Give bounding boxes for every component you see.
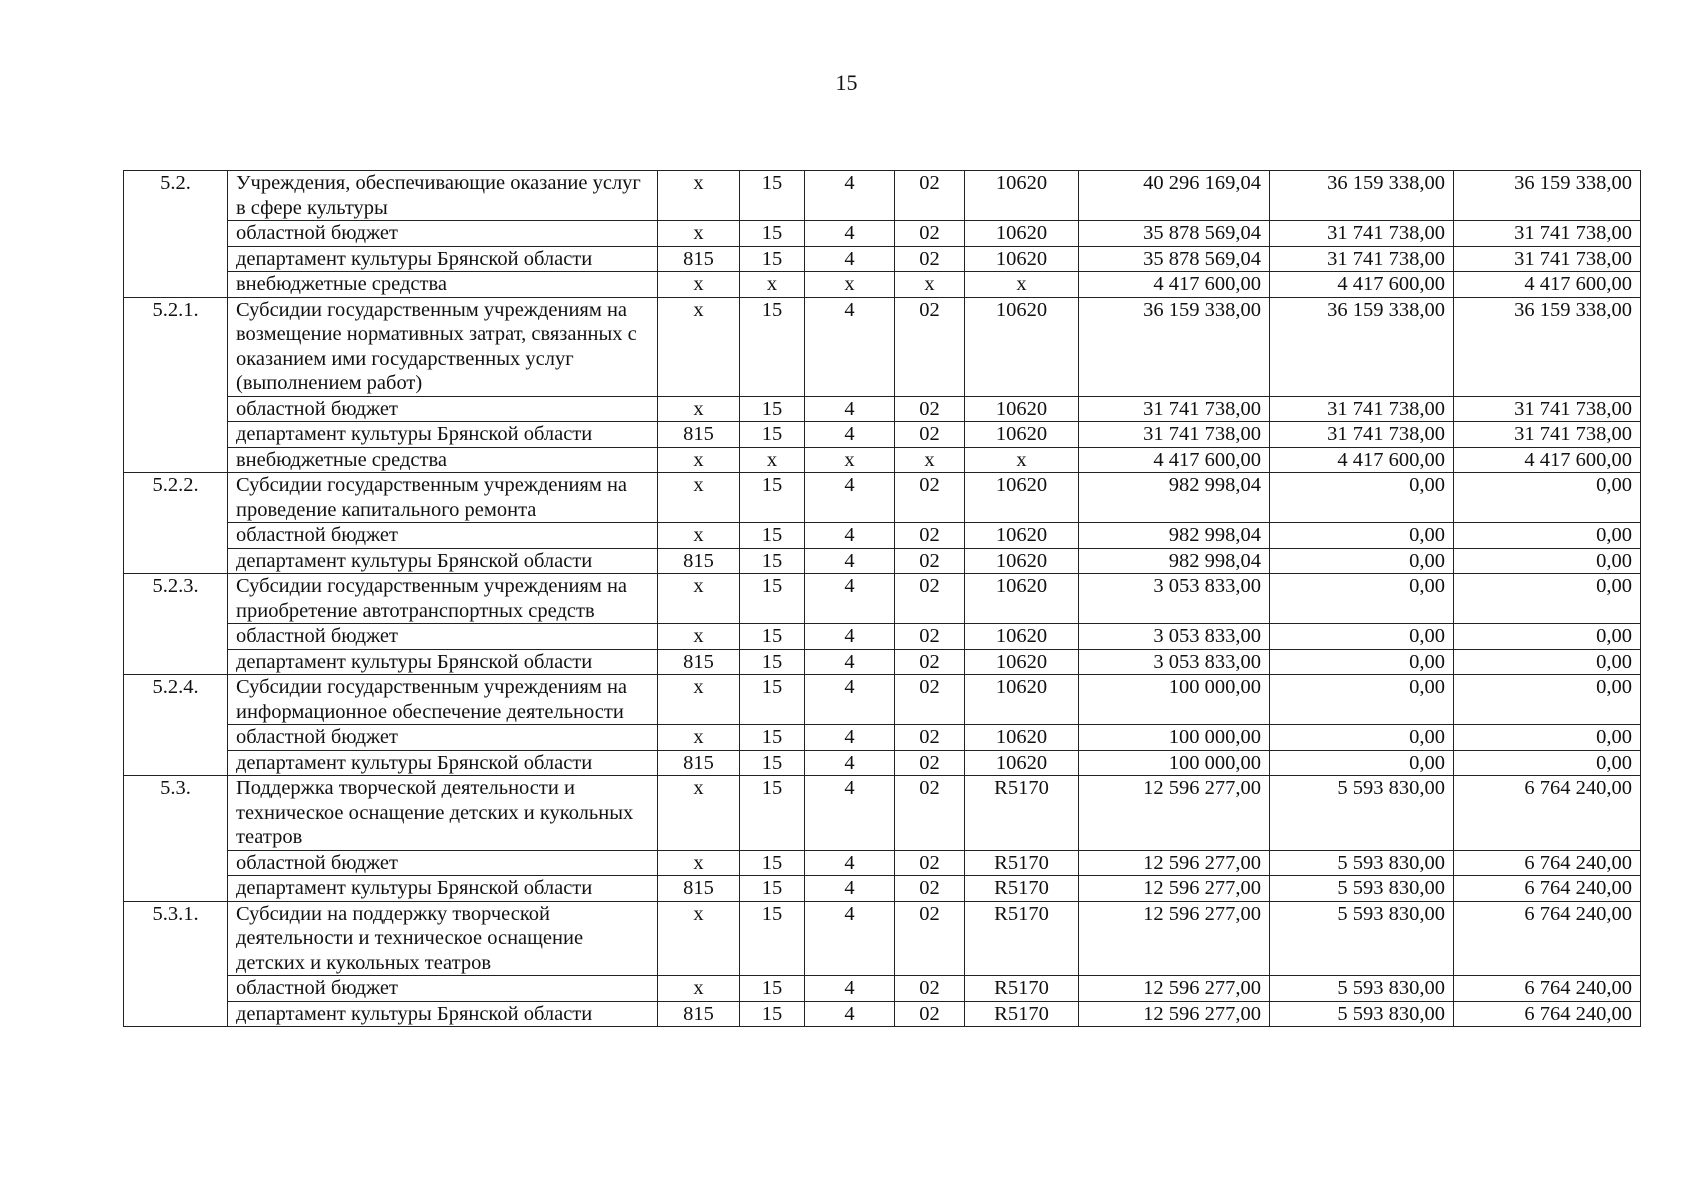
amount-year2-cell: 5 593 830,00 xyxy=(1270,901,1454,976)
main-activity-cell: 02 xyxy=(895,901,965,976)
program-cell: 15 xyxy=(740,850,805,876)
amount-year1-cell: 3 053 833,00 xyxy=(1079,624,1270,650)
grbs-cell: х xyxy=(658,473,740,523)
subprogram-cell: 4 xyxy=(805,750,895,776)
program-cell: 15 xyxy=(740,396,805,422)
subprogram-cell: 4 xyxy=(805,850,895,876)
row-name-cell: областной бюджет xyxy=(228,850,658,876)
amount-year3-cell: 31 741 738,00 xyxy=(1454,246,1641,272)
program-cell: 15 xyxy=(740,422,805,448)
table-row-group xyxy=(124,297,1641,473)
table-row xyxy=(124,901,1641,976)
grbs-cell: х xyxy=(658,447,740,473)
item-code-cell: 5.2.1. xyxy=(124,297,228,473)
amount-year3-cell: 31 741 738,00 xyxy=(1454,396,1641,422)
table-row xyxy=(124,624,1641,650)
expense-direction-cell: 10620 xyxy=(965,548,1079,574)
table-row-group xyxy=(124,574,1641,675)
main-activity-cell: 02 xyxy=(895,221,965,247)
main-activity-cell: 02 xyxy=(895,1001,965,1027)
grbs-cell: х xyxy=(658,396,740,422)
table-row-group xyxy=(124,776,1641,902)
program-cell: 15 xyxy=(740,750,805,776)
expense-direction-cell: 10620 xyxy=(965,750,1079,776)
expense-direction-cell: 10620 xyxy=(965,297,1079,396)
amount-year1-cell: 12 596 277,00 xyxy=(1079,976,1270,1002)
main-activity-cell: 02 xyxy=(895,523,965,549)
program-cell: 15 xyxy=(740,901,805,976)
expense-direction-cell: 10620 xyxy=(965,171,1079,221)
grbs-cell: х xyxy=(658,624,740,650)
row-name-cell: внебюджетные средства xyxy=(228,272,658,298)
main-activity-cell: 02 xyxy=(895,548,965,574)
grbs-cell: 815 xyxy=(658,246,740,272)
program-cell: х xyxy=(740,447,805,473)
main-activity-cell: х xyxy=(895,447,965,473)
expense-direction-cell: 10620 xyxy=(965,523,1079,549)
expense-direction-cell: R5170 xyxy=(965,776,1079,851)
amount-year1-cell: 31 741 738,00 xyxy=(1079,396,1270,422)
table-row xyxy=(124,171,1641,221)
subprogram-cell: 4 xyxy=(805,396,895,422)
table-row xyxy=(124,272,1641,298)
table-row-group xyxy=(124,473,1641,574)
program-cell: 15 xyxy=(740,574,805,624)
expense-direction-cell: 10620 xyxy=(965,725,1079,751)
grbs-cell: х xyxy=(658,901,740,976)
main-activity-cell: 02 xyxy=(895,750,965,776)
amount-year2-cell: 0,00 xyxy=(1270,624,1454,650)
subprogram-cell: 4 xyxy=(805,776,895,851)
grbs-cell: 815 xyxy=(658,1001,740,1027)
table-row xyxy=(124,523,1641,549)
amount-year3-cell: 0,00 xyxy=(1454,624,1641,650)
row-name-cell: областной бюджет xyxy=(228,396,658,422)
expense-direction-cell: 10620 xyxy=(965,624,1079,650)
table-row xyxy=(124,422,1641,448)
expense-direction-cell: R5170 xyxy=(965,1001,1079,1027)
amount-year3-cell: 36 159 338,00 xyxy=(1454,297,1641,396)
grbs-cell: х xyxy=(658,776,740,851)
program-cell: 15 xyxy=(740,1001,805,1027)
program-cell: 15 xyxy=(740,473,805,523)
amount-year2-cell: 0,00 xyxy=(1270,675,1454,725)
subprogram-cell: 4 xyxy=(805,976,895,1002)
main-activity-cell: х xyxy=(895,272,965,298)
grbs-cell: х xyxy=(658,221,740,247)
row-name-cell: Субсидии на поддержку творческой деятельности и техническое оснащение детских и кукольных театров xyxy=(228,901,658,976)
table-row-group xyxy=(124,675,1641,776)
subprogram-cell: 4 xyxy=(805,574,895,624)
subprogram-cell: 4 xyxy=(805,473,895,523)
amount-year1-cell: 4 417 600,00 xyxy=(1079,447,1270,473)
amount-year3-cell: 6 764 240,00 xyxy=(1454,976,1641,1002)
amount-year2-cell: 5 593 830,00 xyxy=(1270,876,1454,902)
row-name-cell: Субсидии государственным учреждениям на возмещение нормативных затрат, связанных с оказанием ими государственных услуг (выполнением работ) xyxy=(228,297,658,396)
amount-year2-cell: 5 593 830,00 xyxy=(1270,776,1454,851)
row-name-cell: департамент культуры Брянской области xyxy=(228,548,658,574)
grbs-cell: х xyxy=(658,675,740,725)
item-code-cell: 5.2. xyxy=(124,171,228,298)
main-activity-cell: 02 xyxy=(895,876,965,902)
budget-table xyxy=(123,170,1641,1027)
amount-year3-cell: 0,00 xyxy=(1454,574,1641,624)
row-name-cell: областной бюджет xyxy=(228,523,658,549)
expense-direction-cell: R5170 xyxy=(965,976,1079,1002)
main-activity-cell: 02 xyxy=(895,850,965,876)
table-row xyxy=(124,649,1641,675)
expense-direction-cell: R5170 xyxy=(965,876,1079,902)
amount-year3-cell: 0,00 xyxy=(1454,548,1641,574)
subprogram-cell: х xyxy=(805,272,895,298)
program-cell: 15 xyxy=(740,221,805,247)
subprogram-cell: 4 xyxy=(805,523,895,549)
amount-year2-cell: 0,00 xyxy=(1270,725,1454,751)
program-cell: 15 xyxy=(740,675,805,725)
grbs-cell: х xyxy=(658,850,740,876)
table-row xyxy=(124,396,1641,422)
amount-year2-cell: 5 593 830,00 xyxy=(1270,976,1454,1002)
subprogram-cell: 4 xyxy=(805,246,895,272)
subprogram-cell: 4 xyxy=(805,901,895,976)
main-activity-cell: 02 xyxy=(895,675,965,725)
program-cell: х xyxy=(740,272,805,298)
item-code-cell: 5.3.1. xyxy=(124,901,228,1027)
table-row xyxy=(124,850,1641,876)
amount-year1-cell: 100 000,00 xyxy=(1079,750,1270,776)
program-cell: 15 xyxy=(740,725,805,751)
amount-year1-cell: 100 000,00 xyxy=(1079,675,1270,725)
amount-year2-cell: 0,00 xyxy=(1270,523,1454,549)
amount-year1-cell: 3 053 833,00 xyxy=(1079,649,1270,675)
subprogram-cell: 4 xyxy=(805,725,895,751)
grbs-cell: 815 xyxy=(658,750,740,776)
subprogram-cell: 4 xyxy=(805,548,895,574)
amount-year2-cell: 0,00 xyxy=(1270,574,1454,624)
amount-year1-cell: 36 159 338,00 xyxy=(1079,297,1270,396)
amount-year3-cell: 0,00 xyxy=(1454,750,1641,776)
table-row xyxy=(124,750,1641,776)
expense-direction-cell: 10620 xyxy=(965,574,1079,624)
program-cell: 15 xyxy=(740,548,805,574)
subprogram-cell: 4 xyxy=(805,675,895,725)
expense-direction-cell: 10620 xyxy=(965,473,1079,523)
grbs-cell: х xyxy=(658,976,740,1002)
amount-year3-cell: 4 417 600,00 xyxy=(1454,447,1641,473)
grbs-cell: х xyxy=(658,523,740,549)
amount-year2-cell: 5 593 830,00 xyxy=(1270,1001,1454,1027)
amount-year1-cell: 35 878 569,04 xyxy=(1079,221,1270,247)
main-activity-cell: 02 xyxy=(895,396,965,422)
expense-direction-cell: 10620 xyxy=(965,422,1079,448)
amount-year1-cell: 982 998,04 xyxy=(1079,523,1270,549)
grbs-cell: 815 xyxy=(658,649,740,675)
amount-year1-cell: 12 596 277,00 xyxy=(1079,876,1270,902)
row-name-cell: департамент культуры Брянской области xyxy=(228,246,658,272)
amount-year2-cell: 0,00 xyxy=(1270,473,1454,523)
subprogram-cell: 4 xyxy=(805,422,895,448)
amount-year1-cell: 31 741 738,00 xyxy=(1079,422,1270,448)
amount-year1-cell: 12 596 277,00 xyxy=(1079,901,1270,976)
amount-year1-cell: 12 596 277,00 xyxy=(1079,1001,1270,1027)
grbs-cell: 815 xyxy=(658,422,740,448)
table-row xyxy=(124,1001,1641,1027)
row-name-cell: Субсидии государственным учреждениям на проведение капитального ремонта xyxy=(228,473,658,523)
program-cell: 15 xyxy=(740,976,805,1002)
row-name-cell: департамент культуры Брянской области xyxy=(228,649,658,675)
grbs-cell: х xyxy=(658,171,740,221)
amount-year2-cell: 4 417 600,00 xyxy=(1270,447,1454,473)
amount-year2-cell: 31 741 738,00 xyxy=(1270,221,1454,247)
expense-direction-cell: 10620 xyxy=(965,221,1079,247)
main-activity-cell: 02 xyxy=(895,574,965,624)
amount-year1-cell: 12 596 277,00 xyxy=(1079,776,1270,851)
table-row xyxy=(124,675,1641,725)
program-cell: 15 xyxy=(740,523,805,549)
table-row xyxy=(124,548,1641,574)
amount-year2-cell: 0,00 xyxy=(1270,649,1454,675)
expense-direction-cell: 10620 xyxy=(965,246,1079,272)
expense-direction-cell: R5170 xyxy=(965,850,1079,876)
subprogram-cell: 4 xyxy=(805,221,895,247)
grbs-cell: х xyxy=(658,272,740,298)
table-row-group xyxy=(124,901,1641,1027)
table-row xyxy=(124,297,1641,396)
main-activity-cell: 02 xyxy=(895,246,965,272)
amount-year2-cell: 0,00 xyxy=(1270,548,1454,574)
main-activity-cell: 02 xyxy=(895,649,965,675)
expense-direction-cell: 10620 xyxy=(965,649,1079,675)
amount-year1-cell: 982 998,04 xyxy=(1079,548,1270,574)
main-activity-cell: 02 xyxy=(895,297,965,396)
row-name-cell: Субсидии государственным учреждениям на приобретение автотранспортных средств xyxy=(228,574,658,624)
amount-year2-cell: 4 417 600,00 xyxy=(1270,272,1454,298)
table-row xyxy=(124,725,1641,751)
row-name-cell: Субсидии государственным учреждениям на информационное обеспечение деятельности xyxy=(228,675,658,725)
amount-year3-cell: 31 741 738,00 xyxy=(1454,422,1641,448)
amount-year1-cell: 4 417 600,00 xyxy=(1079,272,1270,298)
main-activity-cell: 02 xyxy=(895,776,965,851)
table-row xyxy=(124,776,1641,851)
amount-year3-cell: 31 741 738,00 xyxy=(1454,221,1641,247)
table-row xyxy=(124,976,1641,1002)
row-name-cell: департамент культуры Брянской области xyxy=(228,750,658,776)
table-row xyxy=(124,246,1641,272)
amount-year1-cell: 3 053 833,00 xyxy=(1079,574,1270,624)
expense-direction-cell: 10620 xyxy=(965,396,1079,422)
item-code-cell: 5.3. xyxy=(124,776,228,902)
amount-year2-cell: 0,00 xyxy=(1270,750,1454,776)
amount-year1-cell: 982 998,04 xyxy=(1079,473,1270,523)
program-cell: 15 xyxy=(740,776,805,851)
table-row xyxy=(124,221,1641,247)
subprogram-cell: 4 xyxy=(805,624,895,650)
amount-year2-cell: 31 741 738,00 xyxy=(1270,246,1454,272)
grbs-cell: х xyxy=(658,725,740,751)
subprogram-cell: 4 xyxy=(805,649,895,675)
program-cell: 15 xyxy=(740,246,805,272)
row-name-cell: областной бюджет xyxy=(228,976,658,1002)
row-name-cell: областной бюджет xyxy=(228,624,658,650)
main-activity-cell: 02 xyxy=(895,976,965,1002)
main-activity-cell: 02 xyxy=(895,422,965,448)
subprogram-cell: х xyxy=(805,447,895,473)
table-row xyxy=(124,574,1641,624)
amount-year3-cell: 6 764 240,00 xyxy=(1454,776,1641,851)
program-cell: 15 xyxy=(740,876,805,902)
main-activity-cell: 02 xyxy=(895,473,965,523)
amount-year1-cell: 100 000,00 xyxy=(1079,725,1270,751)
amount-year1-cell: 40 296 169,04 xyxy=(1079,171,1270,221)
program-cell: 15 xyxy=(740,649,805,675)
item-code-cell: 5.2.4. xyxy=(124,675,228,776)
amount-year2-cell: 31 741 738,00 xyxy=(1270,396,1454,422)
subprogram-cell: 4 xyxy=(805,1001,895,1027)
amount-year2-cell: 31 741 738,00 xyxy=(1270,422,1454,448)
amount-year3-cell: 0,00 xyxy=(1454,473,1641,523)
amount-year3-cell: 0,00 xyxy=(1454,675,1641,725)
amount-year3-cell: 6 764 240,00 xyxy=(1454,901,1641,976)
main-activity-cell: 02 xyxy=(895,725,965,751)
expense-direction-cell: х xyxy=(965,272,1079,298)
grbs-cell: 815 xyxy=(658,548,740,574)
grbs-cell: х xyxy=(658,574,740,624)
grbs-cell: х xyxy=(658,297,740,396)
table-row-group xyxy=(124,171,1641,298)
row-name-cell: департамент культуры Брянской области xyxy=(228,422,658,448)
amount-year1-cell: 12 596 277,00 xyxy=(1079,850,1270,876)
amount-year2-cell: 5 593 830,00 xyxy=(1270,850,1454,876)
item-code-cell: 5.2.2. xyxy=(124,473,228,574)
expense-direction-cell: R5170 xyxy=(965,901,1079,976)
main-activity-cell: 02 xyxy=(895,624,965,650)
amount-year2-cell: 36 159 338,00 xyxy=(1270,171,1454,221)
table-row xyxy=(124,473,1641,523)
amount-year3-cell: 4 417 600,00 xyxy=(1454,272,1641,298)
amount-year3-cell: 6 764 240,00 xyxy=(1454,876,1641,902)
item-code-cell: 5.2.3. xyxy=(124,574,228,675)
program-cell: 15 xyxy=(740,624,805,650)
amount-year3-cell: 36 159 338,00 xyxy=(1454,171,1641,221)
table-row xyxy=(124,876,1641,902)
table-row xyxy=(124,447,1641,473)
program-cell: 15 xyxy=(740,297,805,396)
page-number: 15 xyxy=(835,70,858,95)
amount-year3-cell: 0,00 xyxy=(1454,523,1641,549)
main-activity-cell: 02 xyxy=(895,171,965,221)
amount-year3-cell: 6 764 240,00 xyxy=(1454,1001,1641,1027)
amount-year2-cell: 36 159 338,00 xyxy=(1270,297,1454,396)
program-cell: 15 xyxy=(740,171,805,221)
row-name-cell: внебюджетные средства xyxy=(228,447,658,473)
amount-year3-cell: 6 764 240,00 xyxy=(1454,850,1641,876)
expense-direction-cell: 10620 xyxy=(965,675,1079,725)
subprogram-cell: 4 xyxy=(805,171,895,221)
subprogram-cell: 4 xyxy=(805,297,895,396)
grbs-cell: 815 xyxy=(658,876,740,902)
amount-year1-cell: 35 878 569,04 xyxy=(1079,246,1270,272)
row-name-cell: Поддержка творческой деятельности и техническое оснащение детских и кукольных театров xyxy=(228,776,658,851)
expense-direction-cell: х xyxy=(965,447,1079,473)
amount-year3-cell: 0,00 xyxy=(1454,649,1641,675)
row-name-cell: департамент культуры Брянской области xyxy=(228,876,658,902)
row-name-cell: областной бюджет xyxy=(228,725,658,751)
amount-year3-cell: 0,00 xyxy=(1454,725,1641,751)
row-name-cell: Учреждения, обеспечивающие оказание услуг в сфере культуры xyxy=(228,171,658,221)
row-name-cell: областной бюджет xyxy=(228,221,658,247)
row-name-cell: департамент культуры Брянской области xyxy=(228,1001,658,1027)
subprogram-cell: 4 xyxy=(805,876,895,902)
